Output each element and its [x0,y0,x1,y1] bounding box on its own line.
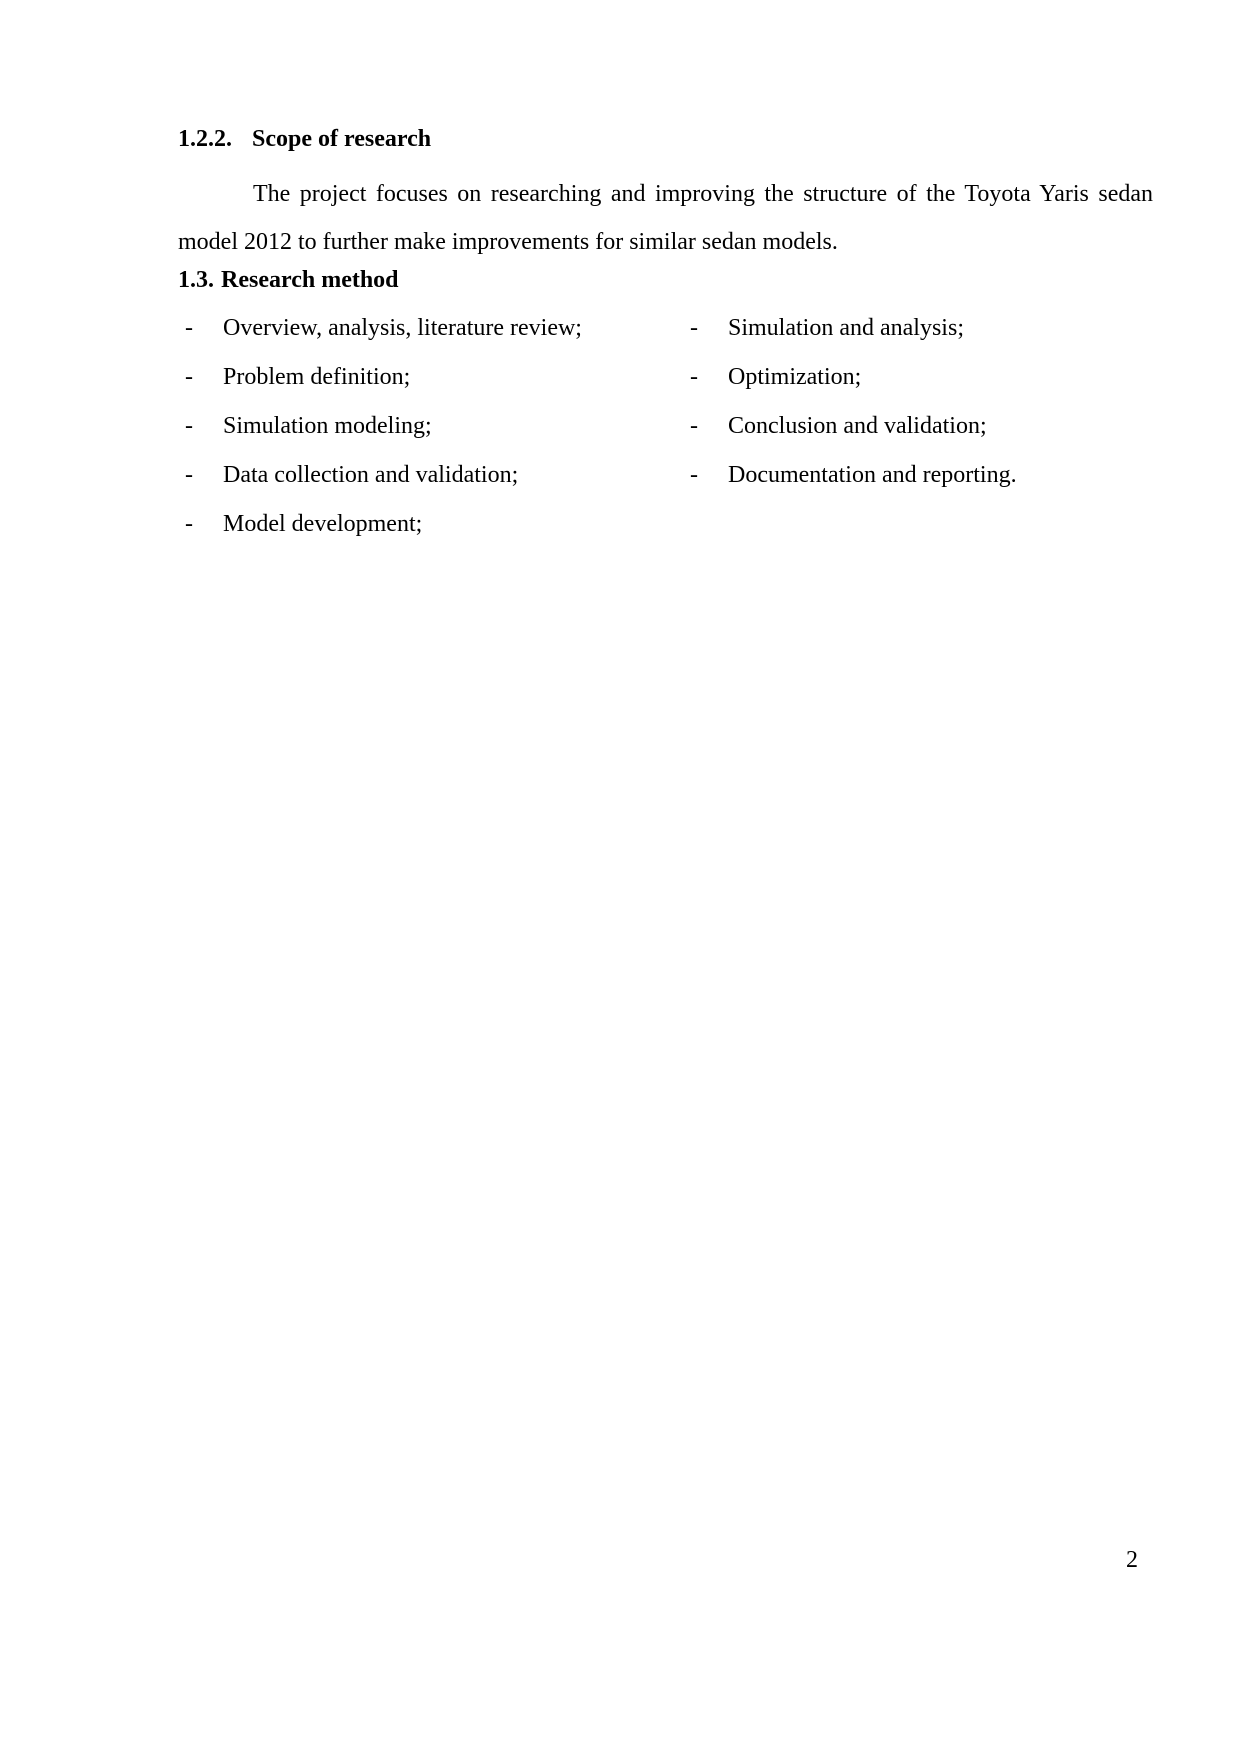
list-item [185,459,665,508]
dash-bullet: - [185,511,193,537]
list-item [185,361,665,410]
dash-bullet: - [185,364,193,390]
list-item-text: Optimization; [728,364,862,390]
list-item-text: Simulation and analysis; [728,315,964,341]
list-item-text: Documentation and reporting. [728,462,1017,488]
dash-bullet: - [185,413,193,439]
list-item-text: Overview, analysis, literature review; [223,315,582,341]
list-item [185,508,665,557]
list-item-text: Model development; [223,511,423,537]
list-item-text: Simulation modeling; [223,413,432,439]
page-number: 2 [1126,1547,1138,1573]
list-item [185,312,665,361]
list-item [185,410,665,459]
dash-bullet: - [185,462,193,488]
method-list-left [185,312,665,557]
dash-bullet: - [690,315,698,341]
section-number: 1.2.2. [178,126,232,152]
section-heading-research-method [178,267,399,294]
dash-bullet: - [690,413,698,439]
list-item [690,361,1170,410]
dash-bullet: - [690,462,698,488]
section-title: Research method [221,267,399,293]
section-heading-scope [178,126,431,153]
scope-paragraph: The project focuses on researching and improving the structure of the Toyota Yaris sedan model 2012 to further make improvements for similar sedan models. [178,181,1153,255]
dash-bullet: - [690,364,698,390]
list-item-text: Problem definition; [223,364,411,390]
section-number: 1.3. [178,267,214,293]
dash-bullet: - [185,315,193,341]
section-title: Scope of research [252,126,432,152]
list-item [690,410,1170,459]
method-list-right [690,312,1170,508]
list-item-text: Conclusion and validation; [728,413,987,439]
list-item [690,459,1170,508]
list-item-text: Data collection and validation; [223,462,519,488]
list-item [690,312,1170,361]
